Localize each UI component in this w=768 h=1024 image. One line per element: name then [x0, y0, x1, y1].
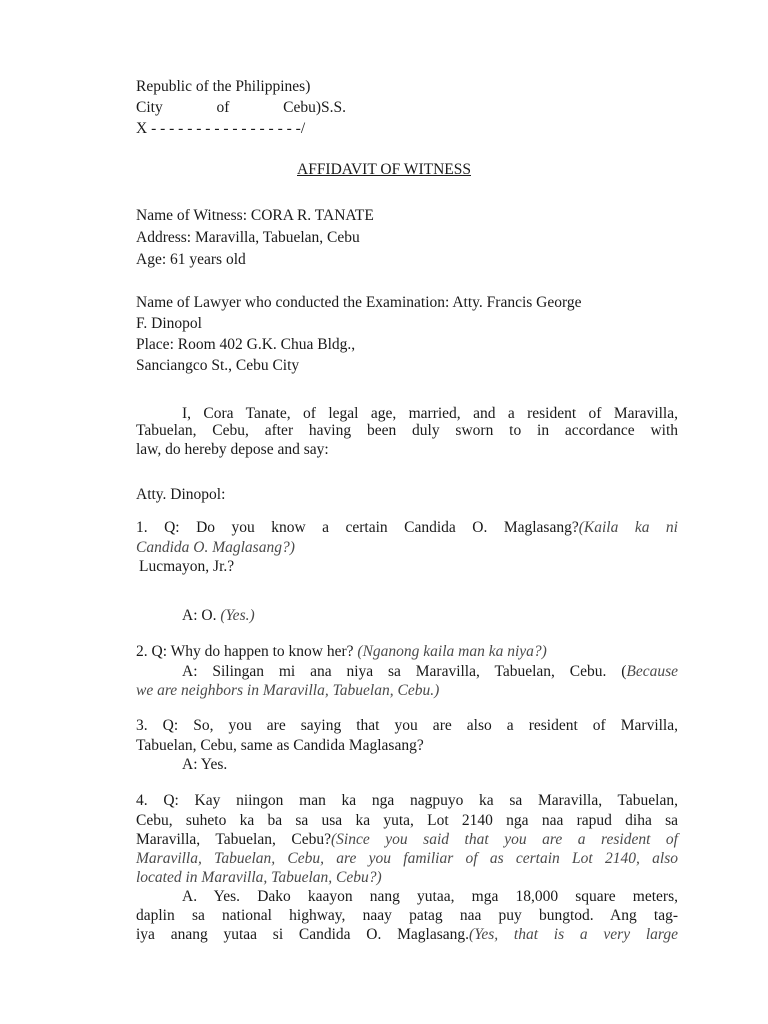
q4-line-4: Maravilla, Tabuelan, Cebu, are you familiar of as certain Lot 2140, also	[136, 850, 678, 867]
witness-name: Name of Witness: CORA R. TANATE	[136, 207, 374, 224]
a4-answer-end: iya anang yutaa si Candida O. Maglasang.	[136, 926, 470, 943]
examiner-label: Atty. Dinopol:	[136, 486, 226, 503]
q3-line-2: Tabuelan, Cebu, same as Candida Maglasang?	[136, 737, 424, 754]
q1-line-2: Candida O. Maglasang?)	[136, 539, 295, 556]
q2-line	[136, 642, 547, 662]
a2-line-1	[182, 662, 678, 682]
q1-question: 1. Q: Do you know a certain Candida O. Maglasang?	[136, 519, 579, 536]
a4-line-2: daplin sa national highway, naay patag naa puy bungtod. Ang tag-	[136, 907, 678, 924]
a2-line-2: we are neighbors in Maravilla, Tabuelan, Cebu.)	[136, 682, 440, 699]
a1-line	[182, 606, 255, 626]
a4-translation-start: (Yes, that is a very large	[469, 926, 678, 943]
caption-of: of	[216, 99, 230, 116]
intro-line-1: I, Cora Tanate, of legal age, married, and a resident of Maravilla,	[182, 405, 678, 422]
a4-line-1: A. Yes. Dako kaayon nang yutaa, mga 18,000 square meters,	[182, 888, 678, 905]
witness-age: Age: 61 years old	[136, 251, 246, 268]
q2-question: 2. Q: Why do happen to know her?	[136, 643, 354, 660]
a3-line: A: Yes.	[182, 756, 228, 773]
caption-cebu: Cebu)S.S.	[283, 99, 346, 116]
intro-line-3: law, do hereby depose and say:	[136, 441, 329, 458]
a2-answer: A: Silingan mi ana niya sa Maravilla, Tabuelan, Cebu. (	[182, 663, 627, 680]
place-line-1: Place: Room 402 G.K. Chua Bldg.,	[136, 336, 356, 353]
a1-translation: (Yes.)	[220, 607, 255, 624]
q1-line-3: Lucmayon, Jr.?	[139, 558, 235, 575]
witness-address: Address: Maravilla, Tabuelan, Cebu	[136, 229, 360, 246]
document-title: AFFIDAVIT OF WITNESS	[297, 161, 471, 178]
caption-city: City	[136, 99, 163, 116]
caption-line-2	[136, 98, 346, 118]
q3-line-1: 3. Q: So, you are saying that you are also a resident of Marvilla,	[136, 717, 678, 734]
intro-line-2: Tabuelan, Cebu, after having been duly sworn to in accordance with	[136, 422, 678, 439]
q4-question-end: Maravilla, Tabuelan, Cebu?	[136, 831, 331, 848]
q2-translation: (Nganong kaila man ka niya?)	[357, 643, 547, 660]
q1-line-1	[136, 518, 678, 538]
q4-translation-start: (Since you said that you are a resident of	[330, 831, 678, 848]
q4-line-1: 4. Q: Kay niingon man ka nga nagpuyo ka sa Maravilla, Tabuelan,	[136, 792, 678, 809]
q4-line-5: located in Maravilla, Tabuelan, Cebu?)	[136, 869, 382, 886]
caption-line-1: Republic of the Philippines)	[136, 78, 311, 95]
lawyer-line-1: Name of Lawyer who conducted the Examination: Atty. Francis George	[136, 294, 582, 311]
q4-line-2: Cebu, suheto ka ba sa usa ka yuta, Lot 2140 nga naa rapud diha sa	[136, 812, 678, 829]
caption-line-3: X - - - - - - - - - - - - - - - - -/	[136, 120, 306, 137]
a2-translation-start: Because	[626, 663, 678, 680]
lawyer-line-2: F. Dinopol	[136, 315, 202, 332]
a1-answer: A: O.	[182, 607, 217, 624]
q4-line-3	[136, 830, 678, 850]
place-line-2: Sanciangco St., Cebu City	[136, 357, 300, 374]
q1-translation: (Kaila ka ni	[578, 519, 678, 536]
a4-line-3	[136, 925, 678, 945]
